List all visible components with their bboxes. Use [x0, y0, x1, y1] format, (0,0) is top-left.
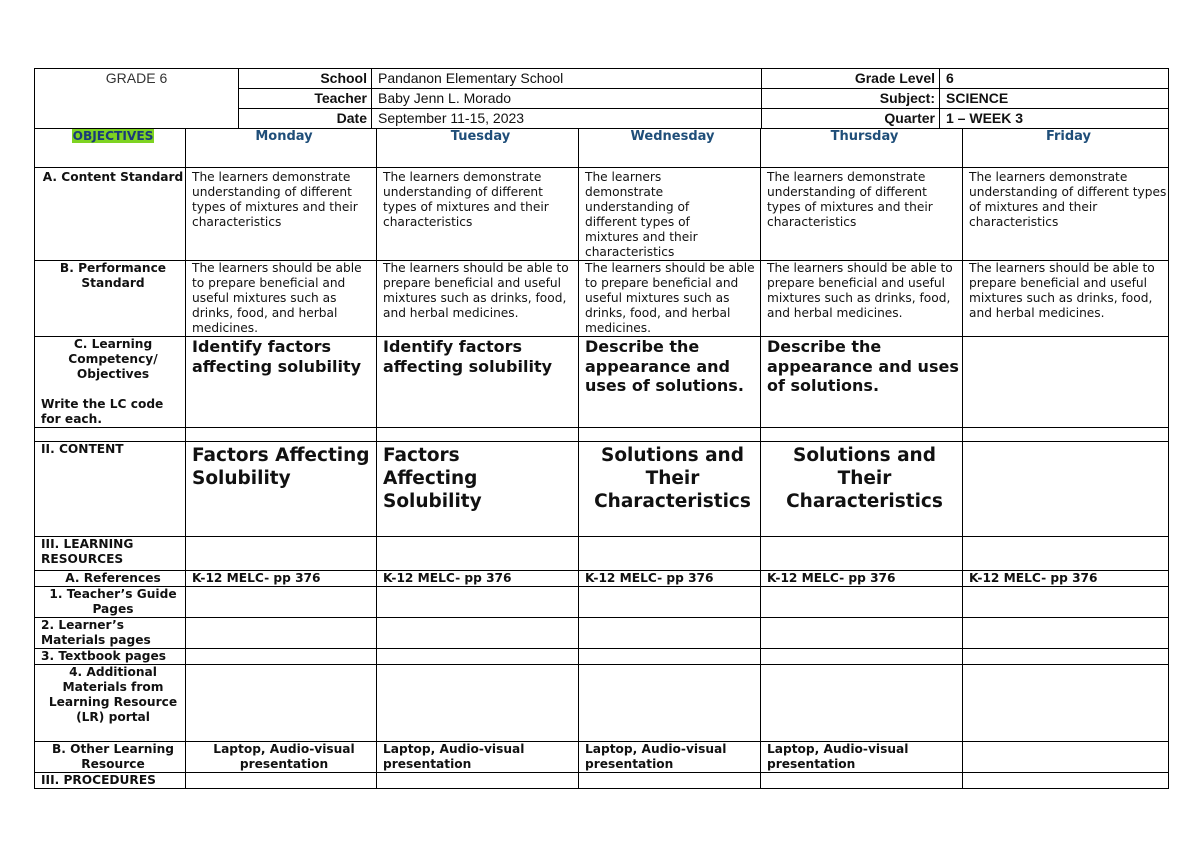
dll-main-table [34, 128, 1169, 789]
performance-standard-mon: The learners should be able to prepare beneficial and useful mixtures such as drinks, food, and herbal medicines. [186, 261, 377, 337]
content-wed: Solutions and Their Characteristics [579, 442, 761, 537]
subject-label: Subject: [762, 89, 940, 109]
content-standard-fri: The learners demonstrate understanding of different types of mixtures and their characteristics [963, 168, 1169, 261]
teacher-label: Teacher [239, 89, 372, 109]
learning-competency-label: C. Learning Competency/ Objectives [68, 337, 158, 381]
lc-wed: Describe the appearance and uses of solutions. [579, 337, 761, 428]
lc-thu: Describe the appearance and uses of solutions. [761, 337, 963, 428]
other-resource-label: B. Other Learning Resource [35, 742, 186, 773]
content-standard-wed: The learners demonstrate understanding of different types of mixtures and their characteristics [579, 168, 761, 261]
other-resource-mon: Laptop, Audio-visual presentation [186, 742, 377, 773]
learning-competency-label-cell [35, 337, 186, 428]
content-standard-tue: The learners demonstrate understanding of different types of mixtures and their characteristics [377, 168, 579, 261]
learners-materials-row [35, 618, 1169, 649]
learning-resources-label: III. LEARNING RESOURCES [35, 537, 186, 571]
day-wednesday: Wednesday [579, 129, 761, 168]
other-resource-row [35, 742, 1169, 773]
objectives-header [35, 129, 186, 168]
additional-materials-row [35, 665, 1169, 742]
textbook-label: 3. Textbook pages [35, 649, 186, 665]
days-header-row [35, 129, 1169, 168]
performance-standard-fri: The learners should be able to prepare beneficial and useful mixtures such as drinks, food, and herbal medicines. [963, 261, 1169, 337]
lc-fri [963, 337, 1169, 428]
content-thu: Solutions and Their Characteristics [761, 442, 963, 537]
teacher-value: Baby Jenn L. Morado [372, 89, 762, 109]
other-resource-fri [963, 742, 1169, 773]
day-friday: Friday [963, 129, 1169, 168]
teachers-guide-label: 1. Teacher’s Guide Pages [35, 587, 186, 618]
grade-cell: GRADE 6 [35, 69, 239, 129]
references-wed: K-12 MELC- pp 376 [579, 571, 761, 587]
day-thursday: Thursday [761, 129, 963, 168]
references-fri: K-12 MELC- pp 376 [963, 571, 1169, 587]
day-tuesday: Tuesday [377, 129, 579, 168]
procedures-row [35, 773, 1169, 789]
subject-value: SCIENCE [940, 89, 1169, 109]
date-label: Date [239, 109, 372, 129]
references-tue: K-12 MELC- pp 376 [377, 571, 579, 587]
lc-mon: Identify factors affecting solubility [186, 337, 377, 428]
grade-level-label: Grade Level [762, 69, 940, 89]
learners-materials-label: 2. Learner’s Materials pages [35, 618, 186, 649]
content-standard-label: A. Content Standard [35, 168, 186, 261]
performance-standard-wed: The learners should be able to prepare beneficial and useful mixtures such as drinks, food, and herbal medicines. [579, 261, 761, 337]
additional-materials-label: 4. Additional Materials from Learning Resource (LR) portal [35, 665, 186, 742]
references-label: A. References [35, 571, 186, 587]
textbook-row [35, 649, 1169, 665]
quarter-label: Quarter [762, 109, 940, 129]
references-mon: K-12 MELC- pp 376 [186, 571, 377, 587]
performance-standard-tue: The learners should be able to prepare beneficial and useful mixtures such as drinks, food, and herbal medicines. [377, 261, 579, 337]
grade-level-value: 6 [940, 69, 1169, 89]
content-fri [963, 442, 1169, 537]
school-value: Pandanon Elementary School [372, 69, 762, 89]
learning-competency-row [35, 337, 1169, 428]
teachers-guide-row [35, 587, 1169, 618]
spacer-row [35, 428, 1169, 442]
lc-tue: Identify factors affecting solubility [377, 337, 579, 428]
school-label: School [239, 69, 372, 89]
lc-code-note: Write the LC code for each. [41, 397, 164, 426]
content-label: II. CONTENT [35, 442, 186, 537]
day-monday: Monday [186, 129, 377, 168]
content-tue: Factors Affecting Solubility [377, 442, 579, 537]
procedures-label: III. PROCEDURES [35, 773, 186, 789]
performance-standard-label: B. Performance Standard [35, 261, 186, 337]
other-resource-tue: Laptop, Audio-visual presentation [377, 742, 579, 773]
other-resource-wed: Laptop, Audio-visual presentation [579, 742, 761, 773]
content-standard-mon: The learners demonstrate understanding of different types of mixtures and their characteristics [186, 168, 377, 261]
content-standard-row [35, 168, 1169, 261]
date-value: September 11-15, 2023 [372, 109, 762, 129]
references-row [35, 571, 1169, 587]
performance-standard-thu: The learners should be able to prepare beneficial and useful mixtures such as drinks, food, and herbal medicines. [761, 261, 963, 337]
other-resource-thu: Laptop, Audio-visual presentation [761, 742, 963, 773]
content-standard-thu: The learners demonstrate understanding of different types of mixtures and their characteristics [761, 168, 963, 261]
content-mon: Factors Affecting Solubility [186, 442, 377, 537]
references-thu: K-12 MELC- pp 376 [761, 571, 963, 587]
quarter-value: 1 – WEEK 3 [940, 109, 1169, 129]
content-row [35, 442, 1169, 537]
objectives-label: OBJECTIVES [72, 129, 154, 143]
dll-header-table [34, 68, 1169, 129]
learning-resources-row [35, 537, 1169, 571]
performance-standard-row [35, 261, 1169, 337]
